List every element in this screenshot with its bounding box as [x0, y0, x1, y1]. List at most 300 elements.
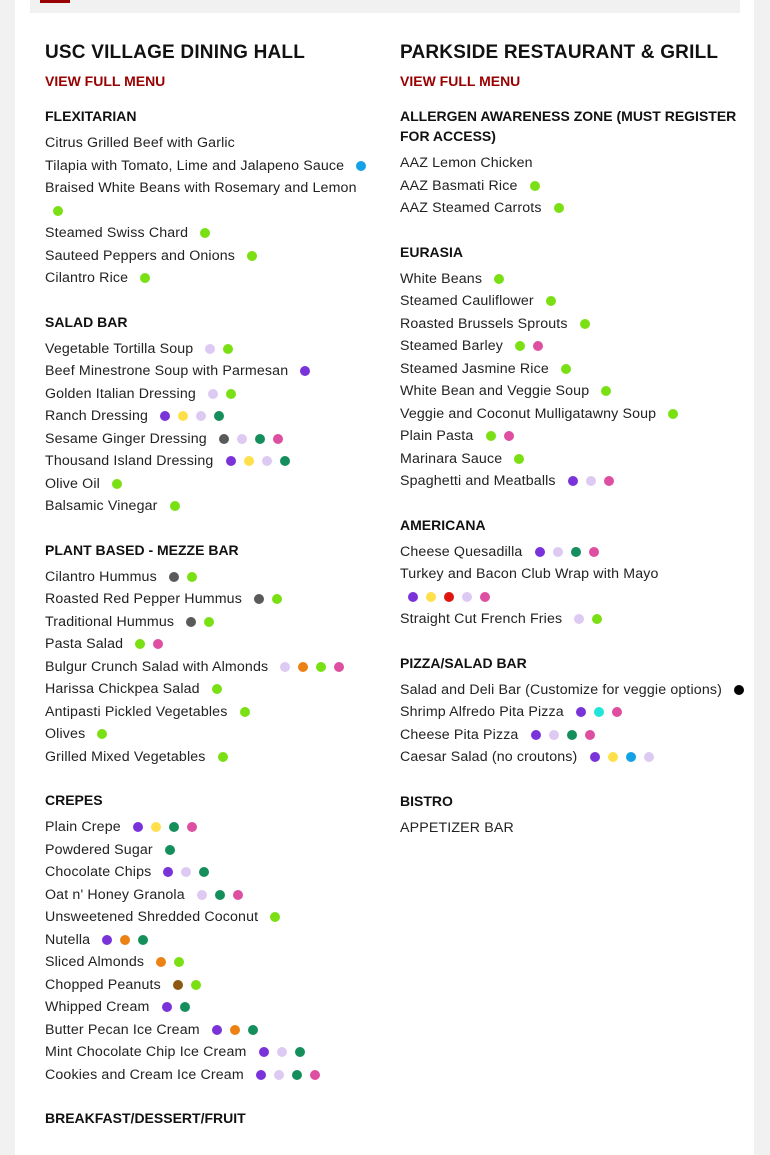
hall-title: USC VILLAGE DINING HALL: [45, 42, 306, 63]
diet-wheat-icon[interactable]: [480, 592, 490, 602]
station-title: PLANT BASED - MEZZE BAR: [45, 541, 239, 558]
diet-dairy-icon[interactable]: [237, 434, 247, 444]
menu-item-name: Caesar Salad (no croutons): [400, 749, 578, 765]
diet-egg-icon[interactable]: [244, 456, 254, 466]
menu-item: [45, 383, 375, 406]
diet-wheat-icon[interactable]: [504, 431, 514, 441]
station: [45, 540, 375, 769]
diet-vegan-icon[interactable]: [135, 639, 145, 649]
diet-indicator-group: [211, 431, 283, 447]
diet-indicator-group: [527, 544, 599, 560]
menu-item-name: Vegetable Tortilla Soup: [45, 340, 194, 357]
diet-indicator-group: [94, 932, 148, 948]
station-title: BREAKFAST/DESSERT/FRUIT: [45, 1110, 246, 1126]
diet-vegan-icon[interactable]: [187, 572, 197, 582]
menu-item: [45, 633, 375, 656]
menu-item: [400, 313, 745, 336]
station: [400, 653, 745, 769]
diet-halal-icon[interactable]: [734, 685, 744, 695]
diet-vegetarian-icon[interactable]: [259, 1047, 269, 1057]
diet-dairy-icon[interactable]: [574, 614, 584, 624]
menu-item: [45, 1041, 375, 1064]
menu-item-name: AAZ Steamed Carrots: [400, 200, 542, 216]
view-full-menu-link[interactable]: VIEW FULL MENU: [400, 73, 521, 89]
diet-vegetarian-icon[interactable]: [226, 456, 236, 466]
diet-indicator-group: [593, 383, 611, 399]
menu-item: [45, 245, 375, 268]
menu-item: [400, 746, 745, 769]
diet-indicator-group: [152, 408, 224, 424]
menu-item-name: White Beans: [400, 270, 483, 287]
menu-item-name: Sesame Ginger Dressing: [45, 430, 207, 447]
diet-wheat-icon[interactable]: [585, 730, 595, 740]
menu-item-name: Steamed Cauliflower: [400, 293, 534, 309]
station: [45, 790, 375, 1086]
diet-soy-icon[interactable]: [199, 867, 209, 877]
diet-indicator-group: [125, 819, 197, 835]
diet-soy-icon[interactable]: [214, 411, 224, 421]
diet-indicator-group: [262, 909, 280, 925]
menu-item-name: Pasta Salad: [45, 636, 124, 652]
diet-indicator-group: [660, 406, 678, 422]
diet-tree-nuts-icon[interactable]: [156, 957, 166, 967]
menu-item: [45, 656, 375, 679]
station: [400, 242, 745, 493]
menu-item: [45, 360, 375, 383]
diet-pork-icon[interactable]: [254, 594, 264, 604]
station-title: PIZZA/SALAD BAR: [400, 654, 527, 671]
menu-item-name: Bulgur Crunch Salad with Almonds: [45, 658, 269, 675]
diet-dairy-icon[interactable]: [274, 1070, 284, 1080]
menu-item-name: Mint Chocolate Chip Ice Cream: [45, 1044, 247, 1060]
menu-item: [400, 679, 745, 702]
menu-item-list: [400, 152, 745, 220]
menu-item-name: Straight Cut French Fries: [400, 611, 563, 627]
station-title: SALAD BAR: [45, 313, 128, 330]
diet-soy-icon[interactable]: [567, 730, 577, 740]
diet-vegetarian-icon[interactable]: [576, 707, 586, 717]
diet-fish-icon[interactable]: [626, 752, 636, 762]
diet-vegan-icon[interactable]: [272, 594, 282, 604]
menu-item-name: Harissa Chickpea Salad: [45, 681, 200, 697]
diet-indicator-group: [218, 453, 290, 469]
menu-item: [45, 405, 375, 428]
menu-item: [400, 335, 745, 358]
diet-indicator-group: [486, 271, 504, 287]
diet-pork-icon[interactable]: [169, 572, 179, 582]
menu-item: [400, 563, 745, 608]
menu-item-name: Plain Crepe: [45, 819, 121, 835]
menu-item-name: Cheese Pita Pizza: [400, 726, 519, 743]
menu-item-name: AAZ Basmati Rice: [400, 177, 518, 194]
diet-vegan-icon[interactable]: [112, 479, 122, 489]
diet-indicator-group: [189, 887, 243, 903]
menu-item-name: Roasted Red Pepper Hummus: [45, 591, 242, 607]
top-banner-tab[interactable]: [40, 0, 70, 3]
diet-egg-icon[interactable]: [608, 752, 618, 762]
menu-item-name: Oat n' Honey Granola: [45, 886, 185, 903]
menu-item: [45, 974, 375, 997]
menu-item: [400, 817, 745, 840]
diet-wheat-icon[interactable]: [533, 341, 543, 351]
hall-title: PARKSIDE RESTAURANT & GRILL: [400, 42, 719, 63]
station: [400, 106, 745, 220]
diet-dairy-icon[interactable]: [262, 456, 272, 466]
diet-wheat-icon[interactable]: [233, 890, 243, 900]
hall-column-usc-village: [45, 41, 375, 1134]
diet-indicator-group: [132, 270, 150, 286]
diet-indicator-group: [210, 749, 228, 765]
diet-vegan-icon[interactable]: [514, 454, 524, 464]
menu-item-list: [45, 566, 375, 769]
station: [45, 312, 375, 518]
diet-vegan-icon[interactable]: [226, 389, 236, 399]
menu-item-list: [400, 679, 745, 769]
menu-item: [45, 1019, 375, 1042]
menu-item: [400, 403, 745, 426]
menu-item: [400, 290, 745, 313]
diet-vegan-icon[interactable]: [247, 251, 257, 261]
diet-vegetarian-icon[interactable]: [102, 935, 112, 945]
diet-vegan-icon[interactable]: [240, 707, 250, 717]
diet-indicator-group: [161, 569, 197, 585]
diet-dairy-icon[interactable]: [586, 476, 596, 486]
station: [45, 106, 375, 290]
diet-vegan-icon[interactable]: [316, 662, 326, 672]
menu-item-name: Spaghetti and Meatballs: [400, 473, 556, 489]
menu-item: [45, 723, 375, 746]
diet-indicator-group: [192, 225, 210, 241]
menu-item: [45, 861, 375, 884]
diet-indicator-group: [522, 178, 540, 194]
view-full-menu-link[interactable]: VIEW FULL MENU: [45, 73, 166, 89]
menu-item-name: White Bean and Veggie Soup: [400, 383, 590, 399]
diet-soy-icon[interactable]: [248, 1025, 258, 1035]
diet-indicator-group: [246, 591, 282, 607]
menu-item-name: Steamed Barley: [400, 338, 504, 354]
diet-vegetarian-icon[interactable]: [568, 476, 578, 486]
diet-wheat-icon[interactable]: [310, 1070, 320, 1080]
menu-item-name: Olives: [45, 726, 86, 742]
menu-item: [45, 222, 375, 245]
diet-dairy-icon[interactable]: [196, 411, 206, 421]
diet-indicator-group: [572, 316, 590, 332]
diet-indicator-group: [200, 386, 236, 402]
station-title: CREPES: [45, 792, 103, 808]
diet-vegetarian-icon[interactable]: [256, 1070, 266, 1080]
diet-soy-icon[interactable]: [571, 547, 581, 557]
diet-vegan-icon[interactable]: [530, 181, 540, 191]
diet-soy-icon[interactable]: [215, 890, 225, 900]
diet-soy-icon[interactable]: [292, 1070, 302, 1080]
diet-wheat-icon[interactable]: [153, 639, 163, 649]
station-title: AMERICANA: [400, 516, 486, 533]
diet-dairy-icon[interactable]: [205, 344, 215, 354]
diet-vegetarian-icon[interactable]: [531, 730, 541, 740]
diet-egg-icon[interactable]: [178, 411, 188, 421]
diet-indicator-group: [197, 341, 233, 357]
diet-indicator-group: [127, 636, 163, 652]
station-title: EURASIA: [400, 243, 464, 260]
diet-wheat-icon[interactable]: [589, 547, 599, 557]
menu-item-name: Ranch Dressing: [45, 408, 149, 424]
menu-item-name: Roasted Brussels Sprouts: [400, 315, 568, 332]
menu-item: [400, 358, 745, 381]
menu-item-name: Shrimp Alfredo Pita Pizza: [400, 704, 564, 720]
diet-vegetarian-icon[interactable]: [162, 1002, 172, 1012]
diet-soy-icon[interactable]: [280, 456, 290, 466]
menu-item-name: Chopped Peanuts: [45, 976, 161, 993]
menu-item: [45, 951, 375, 974]
diet-vegetarian-icon[interactable]: [300, 366, 310, 376]
diet-pork-icon[interactable]: [219, 434, 229, 444]
diet-dairy-icon[interactable]: [549, 730, 559, 740]
diet-tree-nuts-icon[interactable]: [230, 1025, 240, 1035]
menu-item: [45, 155, 375, 178]
menu-item-name: Cookies and Cream Ice Cream: [45, 1066, 244, 1083]
station: [400, 515, 745, 631]
diet-indicator-group: [178, 614, 214, 630]
menu-item: [400, 268, 745, 291]
menu-item: [400, 470, 745, 493]
diet-indicator-group: [478, 428, 514, 444]
menu-item: [400, 152, 745, 175]
diet-vegan-icon[interactable]: [601, 386, 611, 396]
diet-indicator-group: [272, 659, 344, 675]
diet-vegetarian-icon[interactable]: [212, 1025, 222, 1035]
diet-indicator-group: [239, 248, 257, 264]
menu-page: [15, 0, 754, 1155]
menu-item-name: Sliced Almonds: [45, 954, 145, 970]
diet-indicator-group: [104, 476, 122, 492]
menu-item-name: Traditional Hummus: [45, 613, 175, 630]
station-title: ALLERGEN AWARENESS ZONE (MUST REGISTER FOR ACCESS): [400, 108, 737, 144]
diet-indicator-group: [157, 842, 175, 858]
diet-dairy-icon[interactable]: [208, 389, 218, 399]
diet-vegan-icon[interactable]: [174, 957, 184, 967]
diet-indicator-group: [538, 293, 556, 309]
diet-vegetarian-icon[interactable]: [590, 752, 600, 762]
diet-indicator-group: [400, 589, 490, 605]
menu-item: [400, 608, 745, 631]
diet-indicator-group: [155, 864, 209, 880]
diet-vegan-icon[interactable]: [53, 206, 63, 216]
diet-soy-icon[interactable]: [295, 1047, 305, 1057]
diet-sesame-icon[interactable]: [444, 592, 454, 602]
diet-dairy-icon[interactable]: [553, 547, 563, 557]
menu-item-name: Sauteed Peppers and Onions: [45, 247, 236, 264]
menu-item-list: [400, 817, 745, 840]
diet-wheat-icon[interactable]: [612, 707, 622, 717]
menu-item-name: Beef Minestrone Soup with Parmesan: [45, 363, 289, 379]
menu-item-name: Plain Pasta: [400, 428, 474, 444]
menu-item: [45, 588, 375, 611]
diet-soy-icon[interactable]: [180, 1002, 190, 1012]
diet-peanuts-icon[interactable]: [173, 980, 183, 990]
menu-item: [45, 839, 375, 862]
diet-tree-nuts-icon[interactable]: [120, 935, 130, 945]
diet-vegan-icon[interactable]: [170, 501, 180, 511]
diet-indicator-group: [162, 498, 180, 514]
diet-egg-icon[interactable]: [426, 592, 436, 602]
menu-item: [45, 495, 375, 518]
diet-vegan-icon[interactable]: [223, 344, 233, 354]
diet-vegan-icon[interactable]: [140, 273, 150, 283]
diet-vegetarian-icon[interactable]: [163, 867, 173, 877]
diet-egg-icon[interactable]: [151, 822, 161, 832]
menu-item: [45, 929, 375, 952]
menu-item-name: AAZ Lemon Chicken: [400, 155, 533, 171]
diet-indicator-group: [582, 749, 654, 765]
diet-indicator-group: [523, 727, 595, 743]
menu-item: [400, 175, 745, 198]
station-title: BISTRO: [400, 792, 453, 809]
menu-item-name: Balsamic Vinegar: [45, 498, 158, 514]
menu-item-name: Braised White Beans with Rosemary and Lemon: [45, 180, 357, 196]
station-title: FLEXITARIAN: [45, 108, 137, 124]
menu-item: [45, 746, 375, 769]
diet-vegan-icon[interactable]: [515, 341, 525, 351]
diet-vegan-icon[interactable]: [486, 431, 496, 441]
diet-vegan-icon[interactable]: [200, 228, 210, 238]
diet-indicator-group: [546, 200, 564, 216]
diet-wheat-icon[interactable]: [273, 434, 283, 444]
diet-indicator-group: [507, 338, 543, 354]
diet-indicator-group: [204, 1022, 258, 1038]
diet-indicator-group: [560, 473, 614, 489]
menu-item-name: Grilled Mixed Vegetables: [45, 748, 206, 765]
diet-tree-nuts-icon[interactable]: [298, 662, 308, 672]
menu-item-name: Unsweetened Shredded Coconut: [45, 909, 259, 925]
diet-indicator-group: [232, 704, 250, 720]
diet-vegan-icon[interactable]: [494, 274, 504, 284]
diet-dairy-icon[interactable]: [462, 592, 472, 602]
diet-indicator-group: [553, 361, 571, 377]
diet-soy-icon[interactable]: [138, 935, 148, 945]
menu-item: [45, 473, 375, 496]
menu-item: [400, 425, 745, 448]
station: [45, 1108, 375, 1128]
diet-dairy-icon[interactable]: [277, 1047, 287, 1057]
diet-soy-icon[interactable]: [169, 822, 179, 832]
menu-item: [45, 996, 375, 1019]
diet-indicator-group: [506, 451, 524, 467]
menu-item-name: Turkey and Bacon Club Wrap with Mayo: [400, 566, 659, 582]
diet-vegan-icon[interactable]: [561, 364, 571, 374]
menu-item-name: Tilapia with Tomato, Lime and Jalapeno Sauce: [45, 157, 345, 174]
menu-item: [45, 177, 375, 222]
diet-vegan-icon[interactable]: [204, 617, 214, 627]
diet-vegan-icon[interactable]: [668, 409, 678, 419]
diet-vegan-icon[interactable]: [191, 980, 201, 990]
menu-item-list: [45, 132, 375, 290]
menu-item-name: Powdered Sugar: [45, 841, 153, 858]
diet-soy-icon[interactable]: [165, 845, 175, 855]
menu-item: [45, 1064, 375, 1087]
menu-item: [400, 541, 745, 564]
menu-item-list: [400, 268, 745, 493]
diet-vegan-icon[interactable]: [212, 684, 222, 694]
menu-item-name: APPETIZER BAR: [400, 819, 514, 836]
diet-fish-icon[interactable]: [356, 161, 366, 171]
diet-indicator-group: [292, 363, 310, 379]
diet-vegan-icon[interactable]: [97, 729, 107, 739]
diet-vegan-icon[interactable]: [546, 296, 556, 306]
menu-item: [45, 338, 375, 361]
menu-item: [45, 678, 375, 701]
menu-item: [45, 816, 375, 839]
diet-shellfish-icon[interactable]: [594, 707, 604, 717]
hall-column-parkside: [400, 41, 745, 839]
diet-indicator-group: [248, 1067, 320, 1083]
menu-item: [45, 450, 375, 473]
menu-item-name: Golden Italian Dressing: [45, 385, 196, 402]
diet-dairy-icon[interactable]: [644, 752, 654, 762]
menu-item: [45, 884, 375, 907]
menu-item: [45, 611, 375, 634]
diet-indicator-group: [154, 999, 190, 1015]
menu-item-name: Thousand Island Dressing: [45, 453, 214, 469]
menu-item-name: Nutella: [45, 931, 91, 948]
menu-item-list: [45, 816, 375, 1086]
diet-indicator-group: [348, 158, 366, 174]
menu-item-name: Salad and Deli Bar (Customize for veggie options): [400, 681, 722, 698]
diet-vegetarian-icon[interactable]: [133, 822, 143, 832]
menu-item-name: Butter Pecan Ice Cream: [45, 1021, 200, 1038]
menu-item: [400, 380, 745, 403]
diet-indicator-group: [45, 203, 63, 219]
diet-vegetarian-icon[interactable]: [408, 592, 418, 602]
menu-item-name: Cilantro Hummus: [45, 568, 157, 585]
diet-soy-icon[interactable]: [255, 434, 265, 444]
diet-pork-icon[interactable]: [186, 617, 196, 627]
diet-dairy-icon[interactable]: [280, 662, 290, 672]
top-banner-strip: [30, 0, 740, 13]
diet-vegan-icon[interactable]: [270, 912, 280, 922]
menu-item-list: [400, 541, 745, 631]
diet-indicator-group: [165, 977, 201, 993]
menu-item: [45, 701, 375, 724]
menu-item-name: Antipasti Pickled Vegetables: [45, 703, 228, 720]
menu-item-name: Steamed Jasmine Rice: [400, 360, 549, 377]
menu-item-name: Citrus Grilled Beef with Garlic: [45, 135, 235, 151]
menu-item-name: Whipped Cream: [45, 999, 150, 1015]
diet-vegan-icon[interactable]: [592, 614, 602, 624]
diet-vegan-icon[interactable]: [554, 203, 564, 213]
diet-vegan-icon[interactable]: [580, 319, 590, 329]
menu-item-list: [45, 338, 375, 518]
menu-item: [400, 701, 745, 724]
diet-vegetarian-icon[interactable]: [160, 411, 170, 421]
diet-indicator-group: [726, 682, 744, 698]
diet-dairy-icon[interactable]: [181, 867, 191, 877]
diet-vegetarian-icon[interactable]: [535, 547, 545, 557]
diet-wheat-icon[interactable]: [604, 476, 614, 486]
diet-dairy-icon[interactable]: [197, 890, 207, 900]
menu-item-name: Cilantro Rice: [45, 270, 129, 286]
menu-item: [45, 267, 375, 290]
diet-indicator-group: [148, 954, 184, 970]
diet-indicator-group: [566, 611, 602, 627]
diet-wheat-icon[interactable]: [334, 662, 344, 672]
diet-wheat-icon[interactable]: [187, 822, 197, 832]
menu-item: [400, 197, 745, 220]
menu-item-name: Chocolate Chips: [45, 864, 152, 880]
menu-item-name: Cheese Quesadilla: [400, 543, 523, 560]
menu-item-name: Marinara Sauce: [400, 450, 503, 467]
diet-indicator-group: [204, 681, 222, 697]
diet-vegan-icon[interactable]: [218, 752, 228, 762]
